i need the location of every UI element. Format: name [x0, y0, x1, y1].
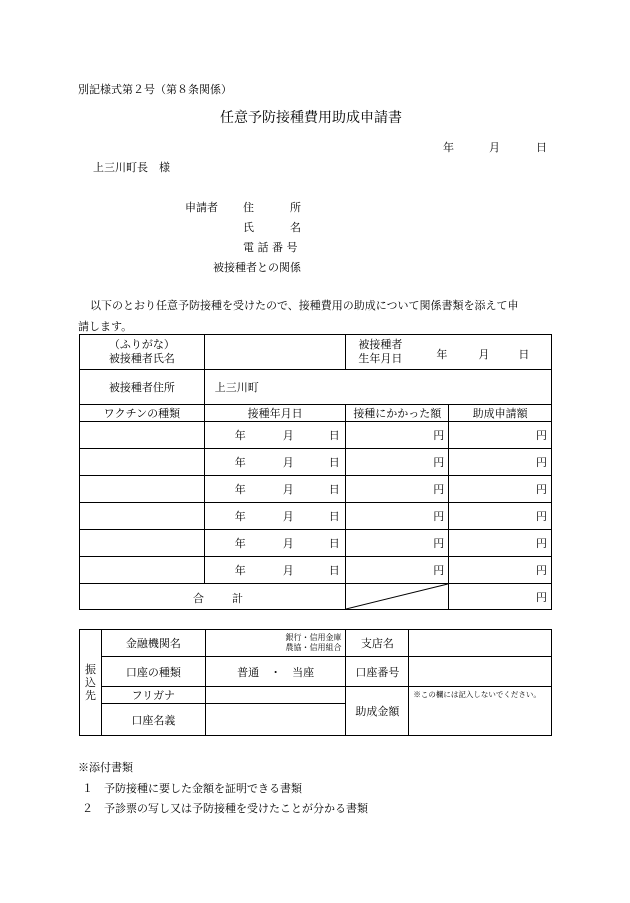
month-unit: 月	[282, 564, 294, 577]
col-cost-header: 接種にかかった額	[346, 405, 449, 422]
vaccination-date-input[interactable]	[204, 503, 346, 530]
bank-name-input[interactable]	[205, 630, 346, 657]
birth-month-unit: 月	[478, 348, 490, 361]
yen-unit: 円	[433, 456, 445, 469]
month-unit: 月	[282, 537, 294, 550]
subsidy-input[interactable]	[449, 422, 552, 449]
year-unit: 年	[234, 429, 246, 442]
yen-unit: 円	[536, 429, 547, 442]
cost-input[interactable]	[346, 422, 449, 449]
vaccine-type-input[interactable]	[80, 422, 205, 449]
account-number-label: 口座番号	[346, 657, 409, 687]
name-label-2: 名	[290, 221, 301, 234]
body-text-line1: 以下のとおり任意予防接種を受けたので、接種費用の助成について関係書類を添えて申	[90, 299, 519, 312]
subsidy-input[interactable]	[449, 530, 552, 557]
day-unit: 日	[328, 429, 340, 442]
day-unit: 日	[328, 564, 340, 577]
subsidy-amount-label: 助成金額	[346, 687, 409, 736]
subsidy-input[interactable]	[449, 449, 552, 476]
account-number-input[interactable]	[409, 657, 552, 687]
vaccine-type-input[interactable]	[80, 530, 205, 557]
date-year-label: 年	[443, 141, 454, 154]
total-label-2: 計	[232, 592, 243, 605]
total-label-cell	[80, 584, 346, 610]
phone-label: 電 話 番 号	[243, 241, 298, 254]
bank-type-2: 農協・信用組合	[285, 643, 342, 652]
diagonal-strike	[346, 584, 448, 609]
vaccination-date-input[interactable]	[204, 422, 346, 449]
month-unit: 月	[282, 429, 294, 442]
branch-label: 支店名	[346, 630, 409, 657]
yen-unit: 円	[433, 564, 445, 577]
patient-address-label: 被接種者住所	[80, 370, 205, 405]
subsidy-input[interactable]	[449, 476, 552, 503]
table-row	[80, 476, 552, 503]
day-unit: 日	[328, 456, 340, 469]
bank-type-1: 銀行・信用金庫	[285, 633, 342, 642]
month-unit: 月	[282, 456, 294, 469]
yen-unit: 円	[536, 483, 547, 496]
bank-transfer-table	[79, 629, 552, 736]
month-unit: 月	[282, 510, 294, 523]
year-unit: 年	[234, 456, 246, 469]
vaccine-type-input[interactable]	[80, 449, 205, 476]
yen-unit: 円	[433, 510, 445, 523]
yen-unit: 円	[536, 590, 547, 604]
furigana-label: （ふりがな）	[108, 338, 175, 351]
holder-name-input[interactable]	[205, 704, 346, 736]
holder-furigana-label: フリガナ	[101, 687, 205, 704]
total-cost-blank	[346, 584, 449, 610]
table-row	[80, 503, 552, 530]
birth-year-unit: 年	[436, 348, 448, 361]
birthdate-cell[interactable]	[346, 335, 552, 370]
day-unit: 日	[328, 537, 340, 550]
yen-unit: 円	[433, 429, 445, 442]
date-month-label: 月	[489, 141, 500, 154]
side-char: 込	[84, 676, 96, 689]
vaccination-date-input[interactable]	[204, 476, 346, 503]
yen-unit: 円	[536, 456, 547, 469]
year-unit: 年	[234, 510, 246, 523]
holder-name-label: 口座名義	[101, 704, 205, 736]
form-number: 別記様式第２号（第８条関係）	[78, 83, 232, 96]
relation-label: 被接種者との関係	[213, 261, 301, 274]
attachments-heading: ※添付書類	[78, 761, 133, 774]
account-type-options[interactable]: 普通 ・ 当座	[205, 657, 346, 687]
page-title: 任意予防接種費用助成申請書	[220, 110, 402, 126]
bank-name-label: 金融機関名	[101, 630, 205, 657]
address-label-1: 住	[243, 201, 254, 214]
col-date-header: 接種年月日	[204, 405, 346, 422]
birthdate-label-1: 被接種者	[358, 338, 403, 351]
address-label-2: 所	[290, 201, 301, 214]
branch-input[interactable]	[409, 630, 552, 657]
month-unit: 月	[282, 483, 294, 496]
cost-input[interactable]	[346, 449, 449, 476]
birthdate-label-2: 生年月日	[358, 352, 403, 365]
account-type-label: 口座の種類	[101, 657, 205, 687]
table-row	[80, 449, 552, 476]
year-unit: 年	[234, 483, 246, 496]
holder-furigana-input[interactable]	[205, 687, 346, 704]
yen-unit: 円	[433, 483, 445, 496]
cost-input[interactable]	[346, 503, 449, 530]
cost-input[interactable]	[346, 557, 449, 584]
day-unit: 日	[328, 510, 340, 523]
patient-name-label: 被接種者氏名	[108, 352, 175, 365]
year-unit: 年	[234, 537, 246, 550]
subsidy-input[interactable]	[449, 503, 552, 530]
vaccine-type-input[interactable]	[80, 503, 205, 530]
cost-input[interactable]	[346, 476, 449, 503]
year-unit: 年	[234, 564, 246, 577]
subsidy-input[interactable]	[449, 557, 552, 584]
vaccine-type-input[interactable]	[80, 476, 205, 503]
day-unit: 日	[328, 483, 340, 496]
name-header-cell	[80, 335, 205, 370]
transfer-side-label	[80, 630, 102, 736]
yen-unit: 円	[536, 537, 547, 550]
patient-address-value[interactable]: 上三川町	[204, 370, 551, 405]
vaccination-rows	[80, 422, 552, 584]
vaccination-date-input[interactable]	[204, 449, 346, 476]
name-label-1: 氏	[243, 221, 254, 234]
col-vaccine-header: ワクチンの種類	[80, 405, 205, 422]
vaccination-date-input[interactable]	[204, 557, 346, 584]
date-day-label: 日	[536, 141, 547, 154]
total-row	[80, 584, 552, 610]
col-subsidy-header: 助成申請額	[449, 405, 552, 422]
table-row	[80, 557, 552, 584]
total-label-1: 合	[193, 592, 204, 605]
addressee: 上三川町長 様	[93, 161, 170, 174]
table-row	[80, 422, 552, 449]
applicant-label: 申請者	[185, 201, 218, 214]
attachment-item-1: １ 予防接種に要した金額を証明できる書類	[82, 782, 302, 795]
yen-unit: 円	[536, 564, 547, 577]
yen-unit: 円	[433, 537, 445, 550]
side-char: 先	[84, 689, 96, 702]
birth-day-unit: 日	[518, 348, 530, 361]
vaccine-type-input[interactable]	[80, 557, 205, 584]
table-row	[80, 530, 552, 557]
attachment-item-2: ２ 予診票の写し又は予防接種を受けたことが分かる書類	[82, 802, 368, 815]
total-subsidy-input[interactable]	[449, 584, 552, 610]
subsidy-amount-note: ※この欄には記入しないでください。	[409, 687, 552, 736]
body-text-line2: 請します。	[78, 320, 133, 333]
patient-name-input[interactable]	[204, 335, 346, 370]
vaccination-date-input[interactable]	[204, 530, 346, 557]
side-char: 振	[84, 663, 96, 676]
cost-input[interactable]	[346, 530, 449, 557]
yen-unit: 円	[536, 510, 547, 523]
vaccination-table	[79, 334, 552, 610]
